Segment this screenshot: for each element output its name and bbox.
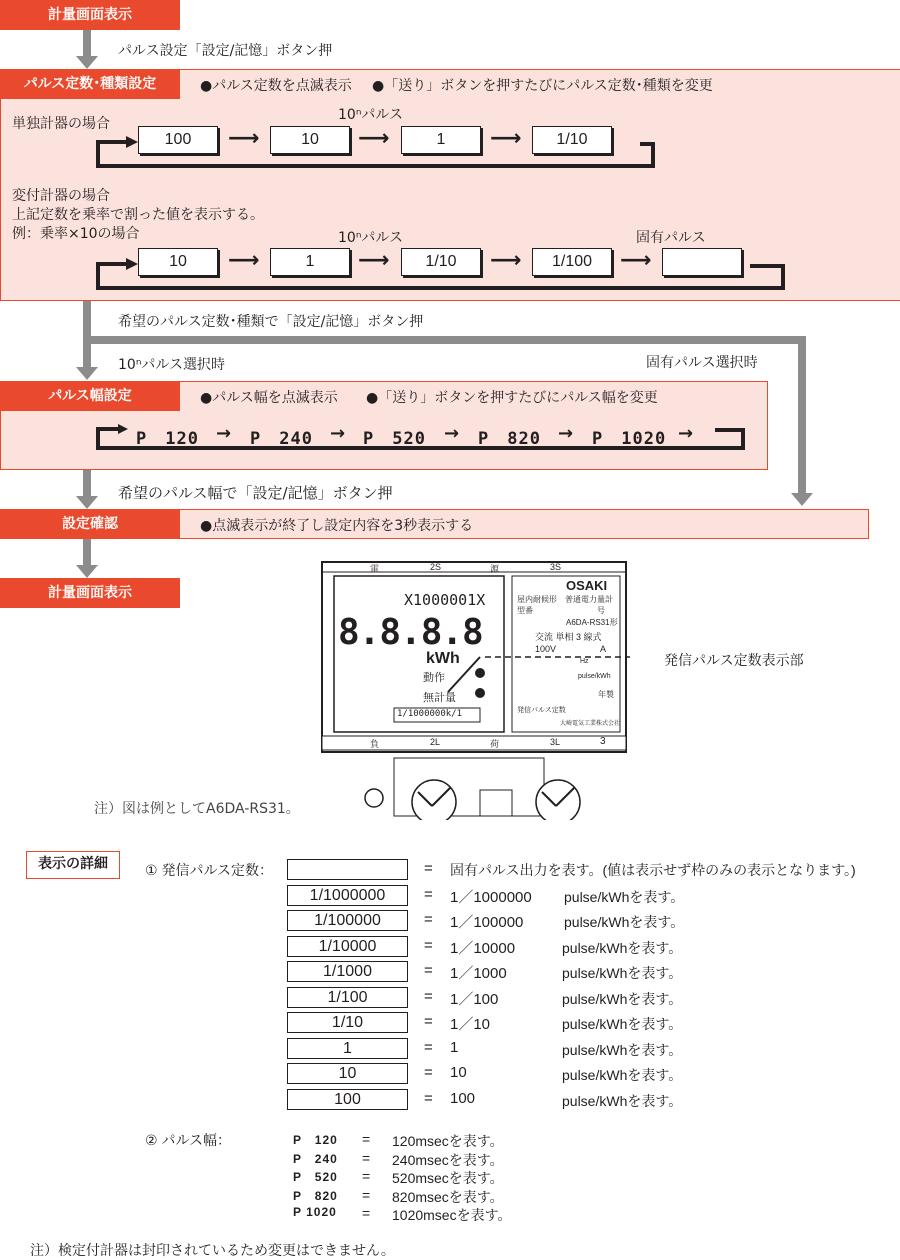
detail-unit: pulse/kWhを表す。 [562, 991, 683, 1007]
detail-description: 1／100 [450, 991, 499, 1008]
pulse-width-description: 520msecを表す。 [392, 1170, 504, 1186]
detail-value-box: 1/10000 [287, 936, 408, 957]
meter-row-8: pulse/kWh [578, 673, 611, 680]
pulse-width-value-2: P 240 [250, 429, 313, 449]
meter-top-label-1: 電 [370, 564, 380, 574]
pow-label-1: 10ⁿパルス [338, 107, 403, 123]
detail-equals: = [424, 937, 433, 954]
ct-meter-label-2: 上記定数を乗率で割った値を表示する。 [12, 207, 264, 223]
confirm-title: 設定確認 [0, 509, 180, 539]
arrow2-text: 希望のパルス定数･種類で「設定/記憶」ボタン押 [118, 314, 424, 330]
pulse-constant-title: パルス定数･種類設定 [0, 69, 180, 99]
pulse-width-value-1: P 120 [136, 429, 199, 449]
detail-equals: = [424, 1039, 433, 1056]
ct-value-box-3: 1/10 [401, 248, 481, 276]
pulse-width-equals: = [362, 1205, 371, 1221]
detail-description: 10 [450, 1064, 467, 1081]
pw-arrow-4: → [558, 423, 574, 444]
pulse-width-description: 820msecを表す。 [392, 1189, 504, 1205]
ct-fixed-pulse-box [662, 248, 742, 276]
detail-description: 1／10000 [450, 940, 516, 957]
single-arrow-2: ⟶ [358, 126, 390, 151]
detail-footnote: 注）検定付計器は封印されているため変更はできません。 [30, 1243, 395, 1259]
meter-side-label: 発信パルス定数 [517, 707, 566, 714]
flow-branch-right-head [791, 493, 813, 506]
pulse-width-value-5: P 1020 [592, 429, 667, 449]
meter-unit: kWh [426, 650, 460, 667]
detail-description: 1／100000 [450, 914, 524, 931]
pulse-constant-note2: ●「送り」ボタンを押すたびにパルス定数･種類を変更 [372, 78, 713, 94]
detail-equals: = [424, 1090, 433, 1107]
meter-bottom-label-1: 負 [370, 739, 380, 749]
flow-arrow-1-head [76, 56, 98, 69]
detail-value-box [287, 859, 408, 880]
pulse-constant-note1: ●パルス定数を点滅表示 [200, 78, 352, 94]
meter-row-3: 号 [597, 606, 605, 615]
pulse-width-title: パルス幅設定 [0, 381, 180, 411]
pulse-width-code: P 240 [293, 1152, 338, 1166]
flow-arrow-2 [83, 301, 91, 369]
meter-row-7: Hz [580, 658, 589, 665]
pulse-width-equals: = [362, 1131, 371, 1147]
pulse-width-equals: = [362, 1187, 371, 1203]
confirm-note: ●点滅表示が終了し設定内容を3秒表示する [200, 518, 474, 534]
flow-arrow-2-head [76, 367, 98, 380]
detail-description: 1 [450, 1039, 459, 1056]
flow-arrow-3 [83, 470, 91, 498]
detail-equals: = [424, 1013, 433, 1030]
detail-equals: = [424, 988, 433, 1005]
meter-bottom-label-3: 荷 [490, 739, 500, 749]
single-value-box-2: 10 [270, 126, 350, 154]
pulse-width-value-3: P 520 [363, 429, 426, 449]
detail-equals: = [424, 860, 433, 877]
detail-value-box: 1 [287, 1038, 408, 1059]
ct-arrow-1: ⟶ [228, 248, 260, 273]
meter-top-label-4: 3S [550, 562, 562, 572]
pulse-width-description: 1020msecを表す。 [392, 1207, 512, 1223]
detail-description: 1／10 [450, 1016, 491, 1033]
detail-value-box: 100 [287, 1089, 408, 1110]
detail-unit: pulse/kWhを表す。 [562, 965, 683, 981]
detail-equals: = [424, 962, 433, 979]
flow-arrow-1 [83, 30, 91, 58]
flow-arrow-3-head [76, 496, 98, 509]
detail-description: 1／1000000 [450, 889, 532, 906]
detail-description: 1／1000 [450, 965, 507, 982]
pulse-width-value-4: P 820 [478, 429, 541, 449]
flow-arrow-4 [83, 539, 91, 567]
meter-top-label-3: 源 [490, 564, 500, 574]
pulse-width-code: P 1020 [293, 1205, 337, 1219]
meter-row-2: 型番 [517, 606, 533, 615]
detail-value-box: 1/1000 [287, 961, 408, 982]
ct-value-box-2: 1 [270, 248, 350, 276]
meter-callout-label: 発信パルス定数表示部 [664, 653, 804, 669]
ct-meter-label-3: 例：乗率×10の場合 [12, 226, 140, 242]
meter-row-4: 交流 単相 3 線式 [535, 632, 602, 642]
detail-value-box: 1/1000000 [287, 885, 408, 906]
meter-row-1: 屋内耐候形 普通電力量計 [517, 595, 613, 604]
meter-bottom-label-4: 3L [550, 737, 561, 747]
ct-value-box-1: 10 [138, 248, 218, 276]
detail-description: 100 [450, 1090, 476, 1107]
flow-branch-right-h [83, 336, 806, 344]
meter-lamp-1: 動作 [423, 672, 445, 684]
branch-right-label: 固有パルス選択時 [646, 355, 758, 371]
pulse-width-code: P 820 [293, 1189, 338, 1203]
meter-small-display: 1/1000000k/1 [397, 709, 463, 719]
meter-note: 注）図は例としてA6DA-RS31。 [94, 801, 300, 817]
meter-big-digits: 8.8.8.8 [338, 612, 483, 653]
detail-equals: = [424, 911, 433, 928]
branch-left-label: 10ⁿパルス選択時 [118, 357, 225, 373]
pow-label-2: 10ⁿパルス [338, 230, 403, 246]
detail-value-box: 1/10 [287, 1012, 408, 1033]
meter-row-10: 大崎電気工業株式会社 [560, 721, 621, 727]
pw-arrow-1: → [216, 423, 232, 444]
meter-multiplier: X1000001X [404, 591, 486, 609]
flow-branch-right-v [798, 336, 806, 494]
detail-value-box: 1/100000 [287, 910, 408, 931]
detail-value-box: 1/100 [287, 987, 408, 1008]
ct-arrow-2: ⟶ [358, 248, 390, 273]
detail-value-box: 10 [287, 1063, 408, 1084]
detail-unit: pulse/kWhを表す。 [562, 1016, 683, 1032]
single-value-box-1: 100 [138, 126, 218, 154]
pulse-width-equals: = [362, 1168, 371, 1184]
pulse-width-description: 120msecを表す。 [392, 1133, 504, 1149]
arrow3-text: 希望のパルス幅で「設定/記憶」ボタン押 [118, 484, 393, 502]
ct-arrow-3: ⟶ [490, 248, 522, 273]
pulse-width-code: P 520 [293, 1170, 338, 1184]
single-arrow-3: ⟶ [490, 126, 522, 151]
pw-arrow-5: → [678, 423, 694, 444]
detail-item1-label: ① 発信パルス定数： [145, 862, 274, 878]
detail-unit: pulse/kWhを表す。 [562, 1067, 683, 1083]
single-value-box-4: 1/10 [532, 126, 612, 154]
pulse-width-code: P 120 [293, 1133, 338, 1147]
detail-unit: pulse/kWhを表す。 [562, 1042, 683, 1058]
pw-arrow-2: → [330, 423, 346, 444]
detail-equals: = [424, 1064, 433, 1081]
ct-meter-label-1: 変付計器の場合 [12, 188, 110, 204]
arrow1-text: パルス設定「設定/記憶」ボタン押 [118, 43, 333, 59]
detail-description: 固有パルス出力を表す。(値は表示せず枠のみの表示となります。) [450, 862, 856, 878]
step-measure-screen: 計量画面表示 [0, 0, 180, 30]
meter-lamp-2: 無計量 [423, 692, 456, 704]
meter-bottom-label-2: 2L [430, 737, 441, 747]
meter-top-label-2: 2S [430, 562, 442, 572]
detail-unit: pulse/kWhを表す。 [562, 1093, 683, 1109]
pulse-width-note2: ●「送り」ボタンを押すたびにパルス幅を変更 [366, 390, 658, 406]
single-value-box-3: 1 [401, 126, 481, 154]
detail-unit: pulse/kWhを表す。 [564, 889, 685, 905]
single-meter-label: 単独計器の場合 [12, 116, 110, 132]
meter-brand: OSAKI [566, 578, 608, 593]
detail-title: 表示の詳細 [26, 851, 120, 879]
detail-item2-label: ② パルス幅： [145, 1132, 232, 1148]
detail-equals: = [424, 886, 433, 903]
flow-arrow-4-head [76, 565, 98, 578]
ct-value-box-4: 1/100 [532, 248, 612, 276]
meter-model: A6DA-RS31形 [566, 618, 618, 627]
single-arrow-1: ⟶ [228, 126, 260, 151]
meter-row-5: 100V [535, 644, 557, 654]
ct-arrow-4: ⟶ [620, 248, 652, 273]
pw-arrow-3: → [444, 423, 460, 444]
step-measure-screen-2: 計量画面表示 [0, 578, 180, 608]
pulse-width-equals: = [362, 1150, 371, 1166]
detail-unit: pulse/kWhを表す。 [562, 940, 683, 956]
pulse-width-description: 240msecを表す。 [392, 1152, 504, 1168]
meter-row-9: 年製 [598, 690, 614, 699]
detail-unit: pulse/kWhを表す。 [564, 914, 685, 930]
fixed-pulse-label: 固有パルス [636, 230, 706, 246]
meter-series-tag: 3 [600, 736, 606, 747]
meter-row-6: A [600, 644, 607, 654]
pulse-width-note1: ●パルス幅を点滅表示 [200, 390, 338, 406]
